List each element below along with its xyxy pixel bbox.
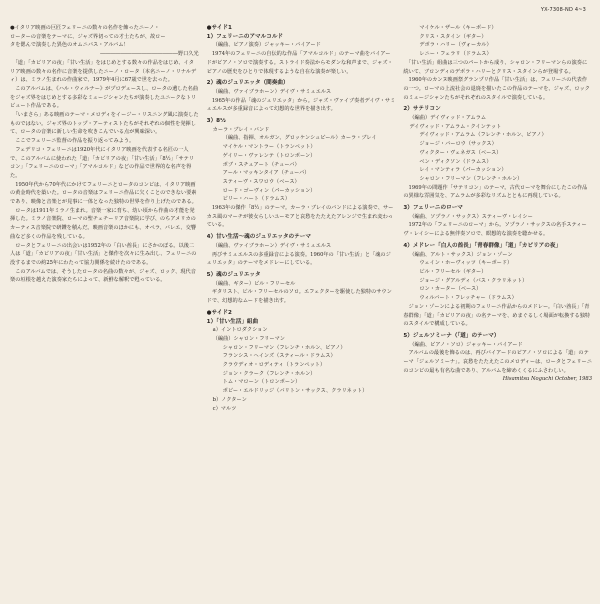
band-name: デイヴィッド・アムラム・クインテット <box>409 123 502 130</box>
body-paragraph: このアルバムは、《ハル・ウィルナー》がプロデュースし、ロータの遺した名曲をジャズ界をはじめとする多彩なミュージシャンたちが演奏したユニークなトリビュート作品である。 <box>10 85 199 110</box>
track-credit: （編曲、ピアノ・ソロ）ジャッキー・バイアード <box>409 341 523 348</box>
intro-line: ローターの音楽をテーマに、ジャズ界切っての才士たちが、故ロー <box>10 33 166 40</box>
personnel-line: アール・マッキンタイア（チューバ） <box>222 170 310 177</box>
track-note: 1972年の「フェリーニのローマ」から。ソプラノ・サックスの名手スティーヴ・レイシーによる無伴奏ソロで、瞑想的な演奏を聴かせる。 <box>403 222 587 238</box>
personnel-line: レニー・フェラリ（ドラムス） <box>419 51 492 58</box>
track-credit: （編曲、ヴァイブラホーン）デイヴ・サミュエルス <box>212 88 332 95</box>
body-paragraph: ロータとフェリーニの出会いは1952年の「白い酋長」にさかのぼる。以後二人は「道」「カビリアの夜」「甘い生活」と傑作を次々に生み出し、フェリーニの没するまでの約25年にわたって協力関係を続けたのである。 <box>10 242 197 266</box>
personnel-line: ジョン・クラーク（フレンチ・ホルン） <box>222 370 316 377</box>
track-title: 1）「甘い生活」組曲 <box>206 318 259 325</box>
personnel-line: ロン・カーター（ベース） <box>419 286 482 293</box>
track-credit: （編曲、ギター）ビル・フリーセル <box>212 280 296 287</box>
personnel-line: ゲイリー・ヴァレンテ（トロンボーン） <box>222 152 316 159</box>
track-note: アルバムの最後を飾るのは、再びバイアードのピアノ・ソロによる「道」のテーマ「ジェルソミーナ」。哀愁をたたえたこのメロディーは、ロータとフェリーニのコンビの最も有名な曲であり、アルバムを締めくくるにふさわしい。 <box>403 350 592 374</box>
personnel-line: デボラ・ハリー（ヴォーカル） <box>419 42 492 49</box>
personnel-line: マイケル・ザール（キーボード） <box>419 25 497 31</box>
personnel-line: トム・マローン（トロンボーン） <box>222 379 301 386</box>
body-paragraph: 「道」「カビリアの夜」「甘い生活」をはじめとする数々の作品をはじめ、イタリア映画の数々の名作に音楽を提供したニーノ・ロータ（本名ニーノ・リナルディ）は、ミラノ生まれの作曲家で、1979年4月に67歳で世を去った。 <box>10 59 197 84</box>
personnel-line: シャロン・フリーマン（フレンチ・ホルン） <box>419 175 523 182</box>
personnel-line: ロード・ゴーヴィン（パーカッション） <box>222 187 316 194</box>
text-columns <box>10 24 592 586</box>
personnel-line: デイヴィッド・アムラム（フレンチ・ホルン、ピアノ） <box>419 132 547 139</box>
track-credit: カーラ・ブレイ・バンド <box>212 126 270 133</box>
track-note: 1960年のカンヌ映画祭グランプリ作品「甘い生活」は、フェリーニの代表作の一つ。ローマの上流社会の退廃を描いたこの作品のテーマを、ジャズ、ロックのミュージシャンたちがそれぞれのスタイルで演奏している。 <box>403 77 590 101</box>
body-paragraph: 1950年代から70年代にかけてフェリーニとロータのコンビは、イタリア映画の黄金時代を築いた。ロータの音楽はフェリーニ作品に欠くことのできない要素であり、映像と音楽とが見事に一体となった独特の世界を作り上げたのである。 <box>10 181 197 206</box>
track-title: 1）フェリーニのアマルコルド <box>206 33 284 40</box>
body-paragraph: ロータは1911年ミラノ生まれ。音楽一家に育ち、幼い頃から作曲の才能を発揮した。ミラノ音楽院、ローマの聖チェチーリア音楽院に学び、のちアメリカのカーティス音楽院で研鑽を積んだ。映画音楽のほかにも、オペラ、バレエ、交響曲など多くの作品を残している。 <box>10 207 197 240</box>
personnel-line: シャロン・フリーマン（フレンチ・ホルン、ピアノ） <box>222 344 346 351</box>
track-title: 5）魂のジュリエッタ <box>206 271 261 278</box>
intro-line: タを偲んで演奏した異色のオムニバス・アルバム！ <box>10 42 129 49</box>
personnel-line: マイケル・マントラー（トランペット） <box>222 144 316 151</box>
personnel-line: （編曲、指揮、オルガン、グロッケンシュピール）カーラ・ブレイ <box>222 135 377 142</box>
personnel-line: ベン・ディクソン（ドラムス） <box>419 158 492 165</box>
track-title: 4）甘い生活〜魂のジュリエッタのテーマ <box>206 234 311 241</box>
track-title: 2）魂のジュリエッタ（間奏曲） <box>206 80 289 87</box>
body-paragraph: ここでフェリーニ監督の作品を振り返ってみよう。 <box>10 138 135 145</box>
body-paragraph: フェデリコ・フェリーニは1920年代にイタリア映画を代表する名匠の一人で、このアルバムに使われた「道」「カビリアの夜」「甘い生活」「8½」「サテリコン」「フェリーニのローマ」「アマルコルド」などの作品で世界的な名声を得た。 <box>10 146 195 179</box>
track-title: 2）サテリコン <box>403 106 441 113</box>
track-subpart: c）マルツ <box>212 405 237 412</box>
track-title: 5）ジェルソミーナ（「道」のテーマ） <box>403 332 500 339</box>
personnel-line: フランシス・ヘインズ（スティール・ドラムス） <box>222 353 336 360</box>
track-title: 4）メドレー「白人の酋長」「青春群像」「道」「カビリアの夜」 <box>403 242 562 249</box>
personnel-line: ウェイン・ホーヴィッツ（キーボード） <box>419 260 513 267</box>
personnel-line: ウィルバート・フレッチャー（ドラムス） <box>419 295 517 302</box>
side-heading: ●サイド1 <box>206 25 232 31</box>
body-paragraph: このアルバムでは、そうしたロータの名曲の数々が、ジャズ、ロック、現代音楽の垣根を越えた演奏家たちによって、新鮮な解釈で甦っている。 <box>10 268 196 284</box>
track-subpart: b）ノクターン <box>212 396 247 403</box>
track-credit: （編曲）デイヴィッド・アムラム <box>409 115 487 122</box>
track-title: 3）フェリーニのローマ <box>403 205 463 212</box>
personnel-line: ビリー・ハート（ドラムス） <box>222 196 291 203</box>
track-note: 1965年の作品「魂のジュリエッタ」から。ジャズ・ヴァイブ奏者デイヴ・サミュエルスが多重録音によって幻想的な世界を描き出す。 <box>206 97 396 113</box>
personnel-line: ボブ・スチュアート（チューバ） <box>222 161 300 168</box>
track-note: 「甘い生活」組曲は三つのパートから成り、シャロン・フリーマンらの演奏に続いて、ブロンディのデボラ・ハリーとクリス・スタインらが登場する。 <box>403 59 588 75</box>
track-note: 1974年のフェリーニの自伝的な作品「アマルコルド」のテーマ曲をバイアードがピアノ・ソロで演奏する。ストライド奏法からモダンな和声まで、ジャズ・ピアノの歴史をひとりで体現するような自在な演奏が楽しい。 <box>206 51 393 75</box>
column-middle <box>207 24 396 586</box>
author-signature: Hisamitsu Noguchi October, 1983 <box>502 376 593 383</box>
track-subpart: a）イントロダクション <box>212 327 268 334</box>
catalog-number: YX-7308-ND 4~3 <box>540 7 586 13</box>
column-right <box>403 24 592 586</box>
body-paragraph: 「いまさら」ある映画のテーマ・メロディをイージー・リスニング風に演奏したものではない。ジャズ界のトップ・アーティストたちがそれぞれの個性を発揮して、ロータの音楽に新しい生命を吹きこんでいる点が興味深い。 <box>10 112 199 136</box>
side-heading: ●サイド2 <box>206 309 232 316</box>
track-credit: （編曲、ソプラノ・サックス）スティーヴ・レイシー <box>409 213 533 220</box>
track-credit: （編曲、アルト・サックス）ジョン・ゾーン <box>409 251 513 258</box>
track-note: ジョン・ゾーンによる初期のフェリーニ作品からのメドレー。「白い酋長」「青春群像」「道」「カビリアの夜」の名テーマを、めまぐるしく場面が転換する独特のスタイルで構成している。 <box>403 303 591 328</box>
track-credit: （編曲、ピアノ演奏）ジャッキー・バイアード <box>212 42 321 49</box>
track-note: 1969年の問題作「サテリコン」のテーマ。古代ローマを舞台にしたこの作品の異様な雰囲気を、アムラムが多彩なリズムとともに再現している。 <box>403 184 588 200</box>
personnel-line: ジョージ・グアルディ（バス・クラリネット） <box>419 277 528 284</box>
track-note: ギタリスト、ビル・フリーセルのソロ。エフェクターを駆使した独特のサウンドで、幻想的なムードを描き出す。 <box>206 289 392 305</box>
column-left <box>10 24 199 586</box>
personnel-line: ジョージ・バーロウ（サックス） <box>419 141 497 148</box>
intro-line: ●イタリア映画の巨匠フェリーニの数々の名作を飾ったニーノ・ <box>10 25 160 31</box>
personnel-line: ヴィクター・ヴェネガス（ベース） <box>419 149 502 156</box>
track-credit: （編曲）シャロン・フリーマン <box>212 335 285 342</box>
personnel-line: スティーヴ・スワロウ（ベース） <box>222 178 300 185</box>
personnel-line: クリス・スタイン（ギター） <box>419 33 487 40</box>
personnel-line: ボビー・エルドリッジ（バリトン・サックス、クラリネット） <box>222 388 368 395</box>
intro-author: ―――――――――――――――野口久光 <box>100 51 199 58</box>
track-credit: （編曲、ヴァイブラホーン）デイヴ・サミュエルス <box>212 242 332 249</box>
personnel-line: クラウディオ・ロディティ（トランペット） <box>222 362 326 369</box>
track-note: 1963年の傑作「8½」のテーマ。カーラ・ブレイのバンドによる演奏で、サーカス風のマーチが彼女らしいユーモアと哀愁をたたえたアレンジで生まれ変わっている。 <box>206 205 394 229</box>
personnel-line: レイ・マンティラ（パーカッション） <box>419 167 507 174</box>
track-note: 再びサミュエルスの多重録音による演奏。1960年の「甘い生活」と「魂のジュリエッタ」のテーマをメドレーにしている。 <box>206 251 391 267</box>
personnel-line: ビル・フリーセル（ギター） <box>419 268 487 275</box>
track-title: 3）8½ <box>206 118 226 125</box>
